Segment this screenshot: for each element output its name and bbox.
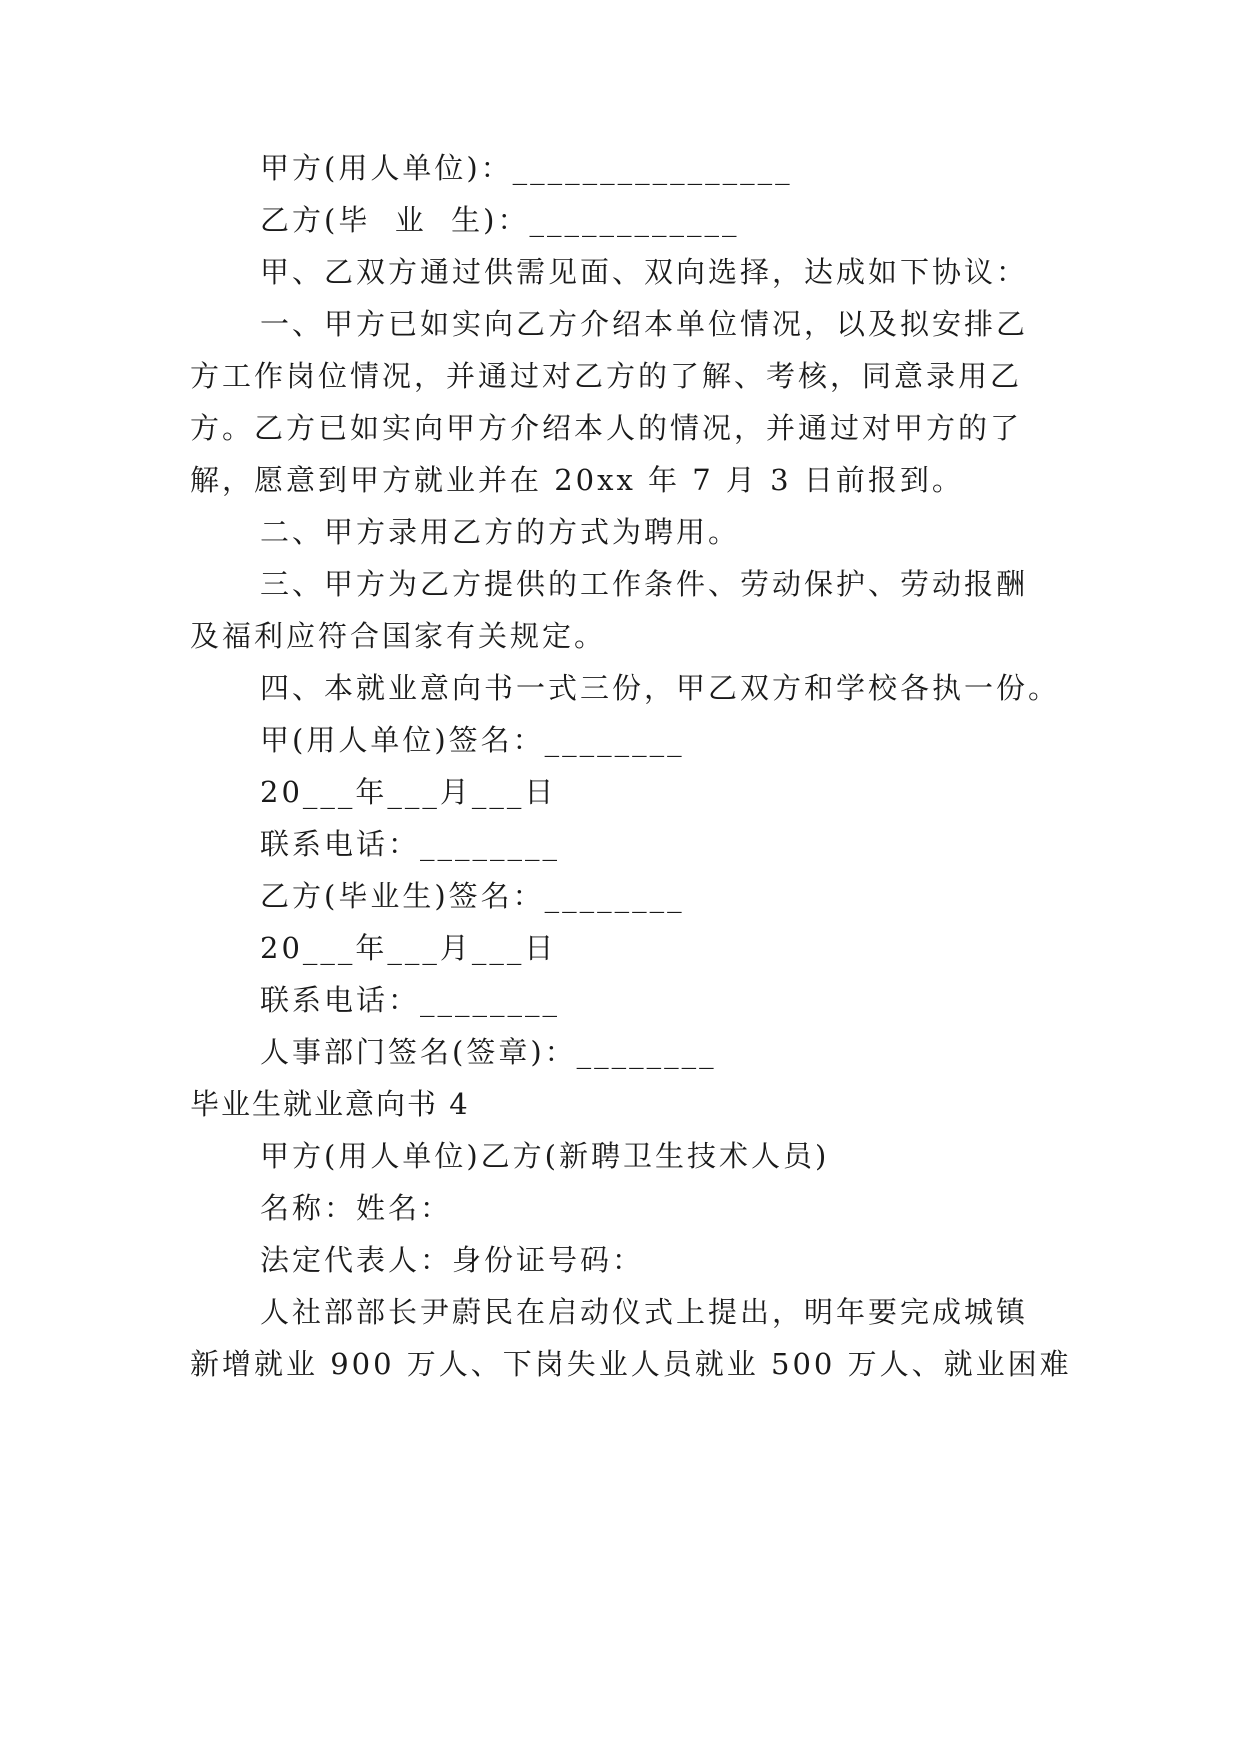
clause-3-line-1: 三、甲方为乙方提供的工作条件、劳动保护、劳动报酬: [260, 567, 1029, 601]
clause-1-line-2: 方工作岗位情况，并通过对乙方的了解、考核，同意录用乙: [190, 359, 1023, 393]
clause-1-line-4: 解，愿意到甲方就业并在 20xx 年 7 月 3 日前报到。: [190, 463, 964, 497]
name-fields: 名称：姓名：: [260, 1191, 453, 1225]
section-title: 毕业生就业意向书 4: [190, 1087, 470, 1121]
party-a-date: 20___年___月___日: [260, 775, 557, 809]
news-paragraph-line-1: 人社部部长尹蔚民在启动仪式上提出，明年要完成城镇: [260, 1295, 1029, 1329]
clause-2: 二、甲方录用乙方的方式为聘用。: [260, 515, 741, 549]
clause-3-line-2: 及福利应符合国家有关规定。: [190, 619, 607, 653]
parties-header: 甲方(用人单位)乙方(新聘卫生技术人员): [260, 1139, 830, 1173]
hr-signature: 人事部门签名(签章)：________: [260, 1035, 717, 1069]
clause-1-line-1: 一、甲方已如实向乙方介绍本单位情况，以及拟安排乙: [260, 307, 1029, 341]
intro-paragraph: 甲、乙双方通过供需见面、双向选择，达成如下协议：: [260, 255, 1029, 289]
party-a-line: 甲方(用人单位)：________________: [260, 151, 793, 185]
party-a-phone: 联系电话：________: [260, 827, 561, 861]
news-paragraph-line-2: 新增就业 900 万人、下岗失业人员就业 500 万人、就业困难: [190, 1347, 1072, 1381]
party-b-date: 20___年___月___日: [260, 931, 557, 965]
clause-1-line-3: 方。乙方已如实向甲方介绍本人的情况，并通过对甲方的了: [190, 411, 1023, 445]
representative-fields: 法定代表人：身份证号码：: [260, 1243, 645, 1277]
party-b-signature: 乙方(毕业生)签名：________: [260, 879, 685, 913]
party-b-phone: 联系电话：________: [260, 983, 561, 1017]
party-b-line: 乙方(毕 业 生)：____________: [260, 203, 740, 237]
clause-4: 四、本就业意向书一式三份，甲乙双方和学校各执一份。: [260, 671, 1061, 705]
party-a-signature: 甲(用人单位)签名：________: [260, 723, 685, 757]
